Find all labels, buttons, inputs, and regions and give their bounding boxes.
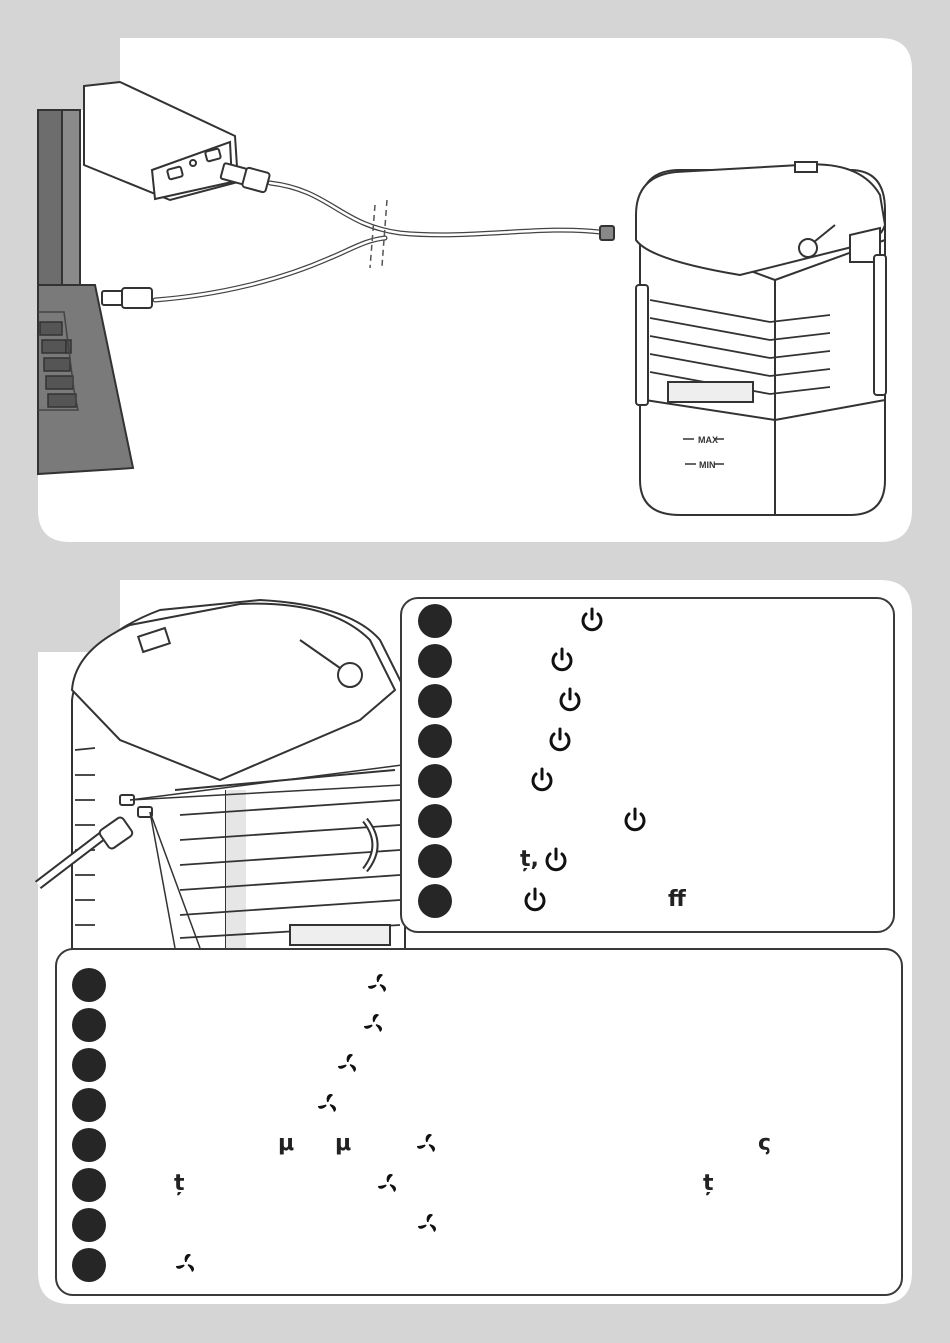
fan-icon [360, 1010, 388, 1038]
fan-icon [374, 1170, 402, 1198]
step-text: ț [174, 1171, 185, 1196]
step-number-dot [418, 844, 452, 878]
step-number-dot [72, 968, 106, 1002]
step-text: ț [703, 1171, 714, 1196]
cooler-closeup-illustration [72, 600, 405, 950]
power-icon [621, 806, 649, 834]
step-number-dot [72, 1048, 106, 1082]
fan-step-row [72, 1008, 892, 1042]
power-step-row [418, 764, 888, 798]
power-step-row [418, 844, 888, 878]
fan-icon [364, 970, 392, 998]
power-icon [578, 606, 606, 634]
power-icon [556, 686, 584, 714]
power-step-row [418, 644, 888, 678]
fan-step-row [72, 1048, 892, 1082]
step-number-dot [72, 1168, 106, 1202]
fan-step-row [72, 1168, 892, 1202]
power-step-row [418, 804, 888, 838]
fan-icon [414, 1210, 442, 1238]
step-number-dot [418, 644, 452, 678]
step-number-dot [418, 884, 452, 918]
max-label: MAX [698, 435, 718, 445]
step-number-dot [72, 1128, 106, 1162]
min-label: MIN [699, 460, 716, 470]
step-number-dot [418, 764, 452, 798]
step-text: μ [335, 1131, 352, 1156]
fan-step-row [72, 968, 892, 1002]
fan-icon [172, 1250, 200, 1278]
power-icon [542, 846, 570, 874]
step-text: ff [668, 887, 686, 912]
step-text: ț, [520, 847, 539, 872]
fan-icon [314, 1090, 342, 1118]
power-step-row [418, 604, 888, 638]
fan-step-row [72, 1208, 892, 1242]
fan-icon [334, 1050, 362, 1078]
fan-step-row [72, 1128, 892, 1162]
step-number-dot [418, 604, 452, 638]
step-number-dot [418, 804, 452, 838]
step-number-dot [72, 1088, 106, 1122]
step-text: ς [758, 1131, 772, 1156]
step-number-dot [418, 684, 452, 718]
step-number-dot [72, 1248, 106, 1282]
power-step-row [418, 884, 888, 918]
power-icon [546, 726, 574, 754]
fan-icon [413, 1130, 441, 1158]
fan-step-row [72, 1248, 892, 1282]
power-icon [548, 646, 576, 674]
power-step-row [418, 684, 888, 718]
power-step-row [418, 724, 888, 758]
step-text: μ [278, 1131, 295, 1156]
power-icon [528, 766, 556, 794]
fan-step-row [72, 1088, 892, 1122]
step-number-dot [72, 1008, 106, 1042]
step-number-dot [418, 724, 452, 758]
power-icon [521, 886, 549, 914]
step-number-dot [72, 1208, 106, 1242]
